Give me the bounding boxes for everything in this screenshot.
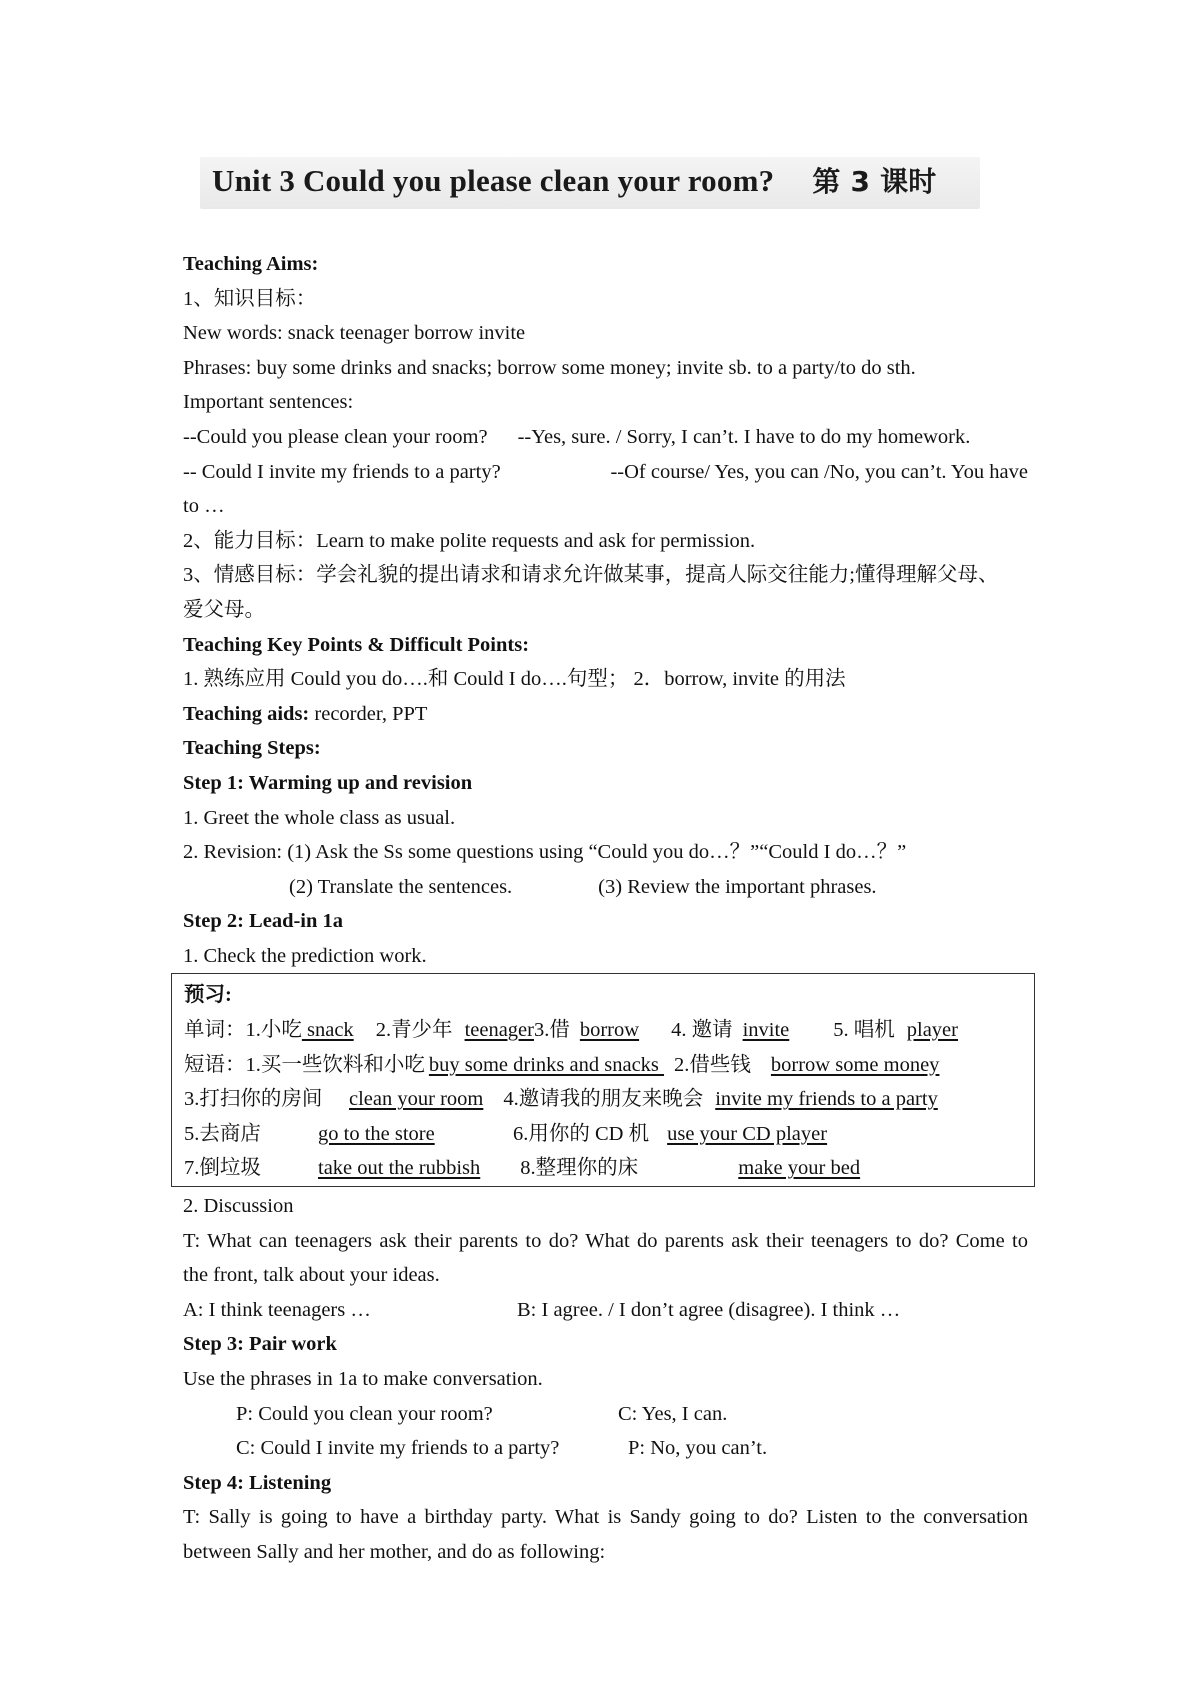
step1-item1: 1. Greet the whole class as usual.	[183, 806, 456, 829]
word-2-cn: 2.青少年	[375, 1019, 453, 1042]
sentence-1	[183, 420, 1028, 455]
aids-label: Teaching aids:	[183, 702, 310, 725]
words-label: 单词：	[184, 1019, 246, 1042]
discussion-b: B: I agree. / I don’t agree (disagree). I think …	[517, 1298, 901, 1321]
phrase-1: buy some drinks and snacks	[428, 1053, 665, 1076]
preview-words	[184, 1013, 1034, 1048]
word-1: snack	[301, 1019, 354, 1042]
phrase-7: take out the rubbish	[318, 1157, 481, 1180]
preview-row-4	[184, 1117, 1034, 1152]
phrase-1-cn: 1.买一些饮料和小吃	[245, 1053, 425, 1076]
sentence-2a: -- Could I invite my friends to a party?	[183, 460, 501, 483]
aims-heading: Teaching Aims:	[183, 253, 319, 275]
discussion-t2: the front, talk about your ideas.	[183, 1264, 440, 1287]
preview-box	[171, 973, 1035, 1187]
dialogue-1a: P: Could you clean your room?	[236, 1402, 493, 1425]
discussion-a: A: I think teenagers …	[183, 1298, 371, 1321]
document-body	[183, 247, 1028, 1570]
ability-aim: 2、能力目标：Learn to make polite requests and ask for permission.	[183, 529, 756, 552]
phrase-6: use your CD player	[667, 1122, 828, 1145]
preview-heading: 预习:	[184, 984, 232, 1007]
title-main: Unit 3 Could you please clean your room?	[212, 163, 775, 198]
dialogue-1	[183, 1397, 1028, 1432]
word-2: teenager	[464, 1019, 534, 1042]
dialogue-2a: C: Could I invite my friends to a party?	[236, 1437, 560, 1460]
discussion-t1: T: What can teenagers ask their parents to do? What do parents ask their teenagers to do? Come to	[183, 1229, 1028, 1252]
phrases-label: 短语：	[184, 1053, 246, 1076]
phrase-5-cn: 5.去商店	[184, 1122, 261, 1145]
step1-item2-sub	[183, 870, 1028, 905]
step1-item2: 2. Revision: (1) Ask the Ss some questions using “Could you do…？”“Could I do…？”	[183, 841, 907, 864]
word-3: borrow	[579, 1019, 640, 1042]
sentence-1a: --Could you please clean your room?	[183, 425, 488, 448]
step1-item2c: (3) Review the important phrases.	[598, 875, 877, 898]
step3-heading: Step 3: Pair work	[183, 1333, 337, 1356]
discussion-heading: 2. Discussion	[183, 1195, 294, 1218]
phrases: Phrases: buy some drinks and snacks; borrow some money; invite sb. to a party/to do sth.	[183, 356, 916, 379]
dialogue-2b: P: No, you can’t.	[628, 1437, 768, 1460]
word-5: player	[906, 1019, 958, 1042]
emotion-aim-2: 爱父母。	[183, 598, 265, 621]
dialogue-1b: C: Yes, I can.	[618, 1402, 728, 1425]
dialogue-2	[183, 1431, 1028, 1466]
phrase-5: go to the store	[318, 1122, 435, 1145]
step2-heading: Step 2: Lead-in 1a	[183, 910, 344, 933]
phrase-3-cn: 3.打扫你的房间	[184, 1088, 323, 1111]
teaching-aids	[183, 697, 1028, 732]
step1-item2b: (2) Translate the sentences.	[289, 875, 513, 898]
word-5-cn: 5. 唱机	[833, 1019, 895, 1042]
step4-t2: between Sally and her mother, and do as following:	[183, 1540, 606, 1563]
word-3-cn: 3.借	[533, 1019, 570, 1042]
phrase-8: make your bed	[738, 1157, 861, 1180]
phrase-4: invite my friends to a party	[715, 1088, 938, 1111]
phrase-2-cn: 2.借些钱	[674, 1053, 751, 1076]
step4-t1: T: Sally is going to have a birthday party. What is Sandy going to do? Listen to the conversation	[183, 1506, 1028, 1529]
phrase-4-cn: 4.邀请我的朋友来晚会	[503, 1088, 704, 1111]
knowledge-label: 1、知识目标：	[183, 287, 317, 310]
step3-intro: Use the phrases in 1a to make conversation.	[183, 1368, 543, 1390]
word-1-cn: 1.小吃	[245, 1019, 302, 1042]
aids-value: recorder, PPT	[309, 702, 428, 725]
preview-row-3	[184, 1082, 1034, 1117]
important-label: Important sentences:	[183, 391, 354, 414]
phrase-7-cn: 7.倒垃圾	[184, 1157, 261, 1180]
word-4-cn: 4. 邀请	[671, 1019, 733, 1042]
phrase-8-cn: 8.整理你的床	[520, 1157, 639, 1180]
key-points-heading: Teaching Key Points & Difficult Points:	[183, 633, 530, 656]
step2-item1: 1. Check the prediction work.	[183, 944, 427, 967]
phrase-2: borrow some money	[770, 1053, 940, 1076]
discussion-ab	[183, 1293, 1028, 1328]
sentence-1b: --Yes, sure. / Sorry, I can’t. I have to do my homework.	[517, 425, 971, 448]
sentence-2c: to …	[183, 495, 225, 518]
phrase-3: clean your room	[349, 1088, 484, 1111]
emotion-aim-1: 3、情感目标：学会礼貌的提出请求和请求允许做某事，提高人际交往能力;懂得理解父母、	[183, 564, 999, 587]
page-title	[212, 160, 937, 200]
step4-heading: Step 4: Listening	[183, 1471, 332, 1494]
step1-heading: Step 1: Warming up and revision	[183, 771, 473, 794]
sentence-2b: --Of course/ Yes, you can /No, you can’t. You have	[610, 460, 1028, 483]
word-4: invite	[742, 1019, 790, 1042]
preview-phrases	[184, 1048, 1034, 1083]
preview-row-5	[184, 1151, 1034, 1186]
sentence-2	[183, 455, 1028, 490]
title-lesson: 第 3 课时	[812, 165, 937, 198]
steps-heading: Teaching Steps:	[183, 737, 321, 760]
new-words: New words: snack teenager borrow invite	[183, 322, 526, 345]
key-points-text: 1. 熟练应用 Could you do….和 Could I do….句型； 2．borrow, invite 的用法	[183, 668, 846, 691]
phrase-6-cn: 6.用你的 CD 机	[513, 1122, 650, 1145]
